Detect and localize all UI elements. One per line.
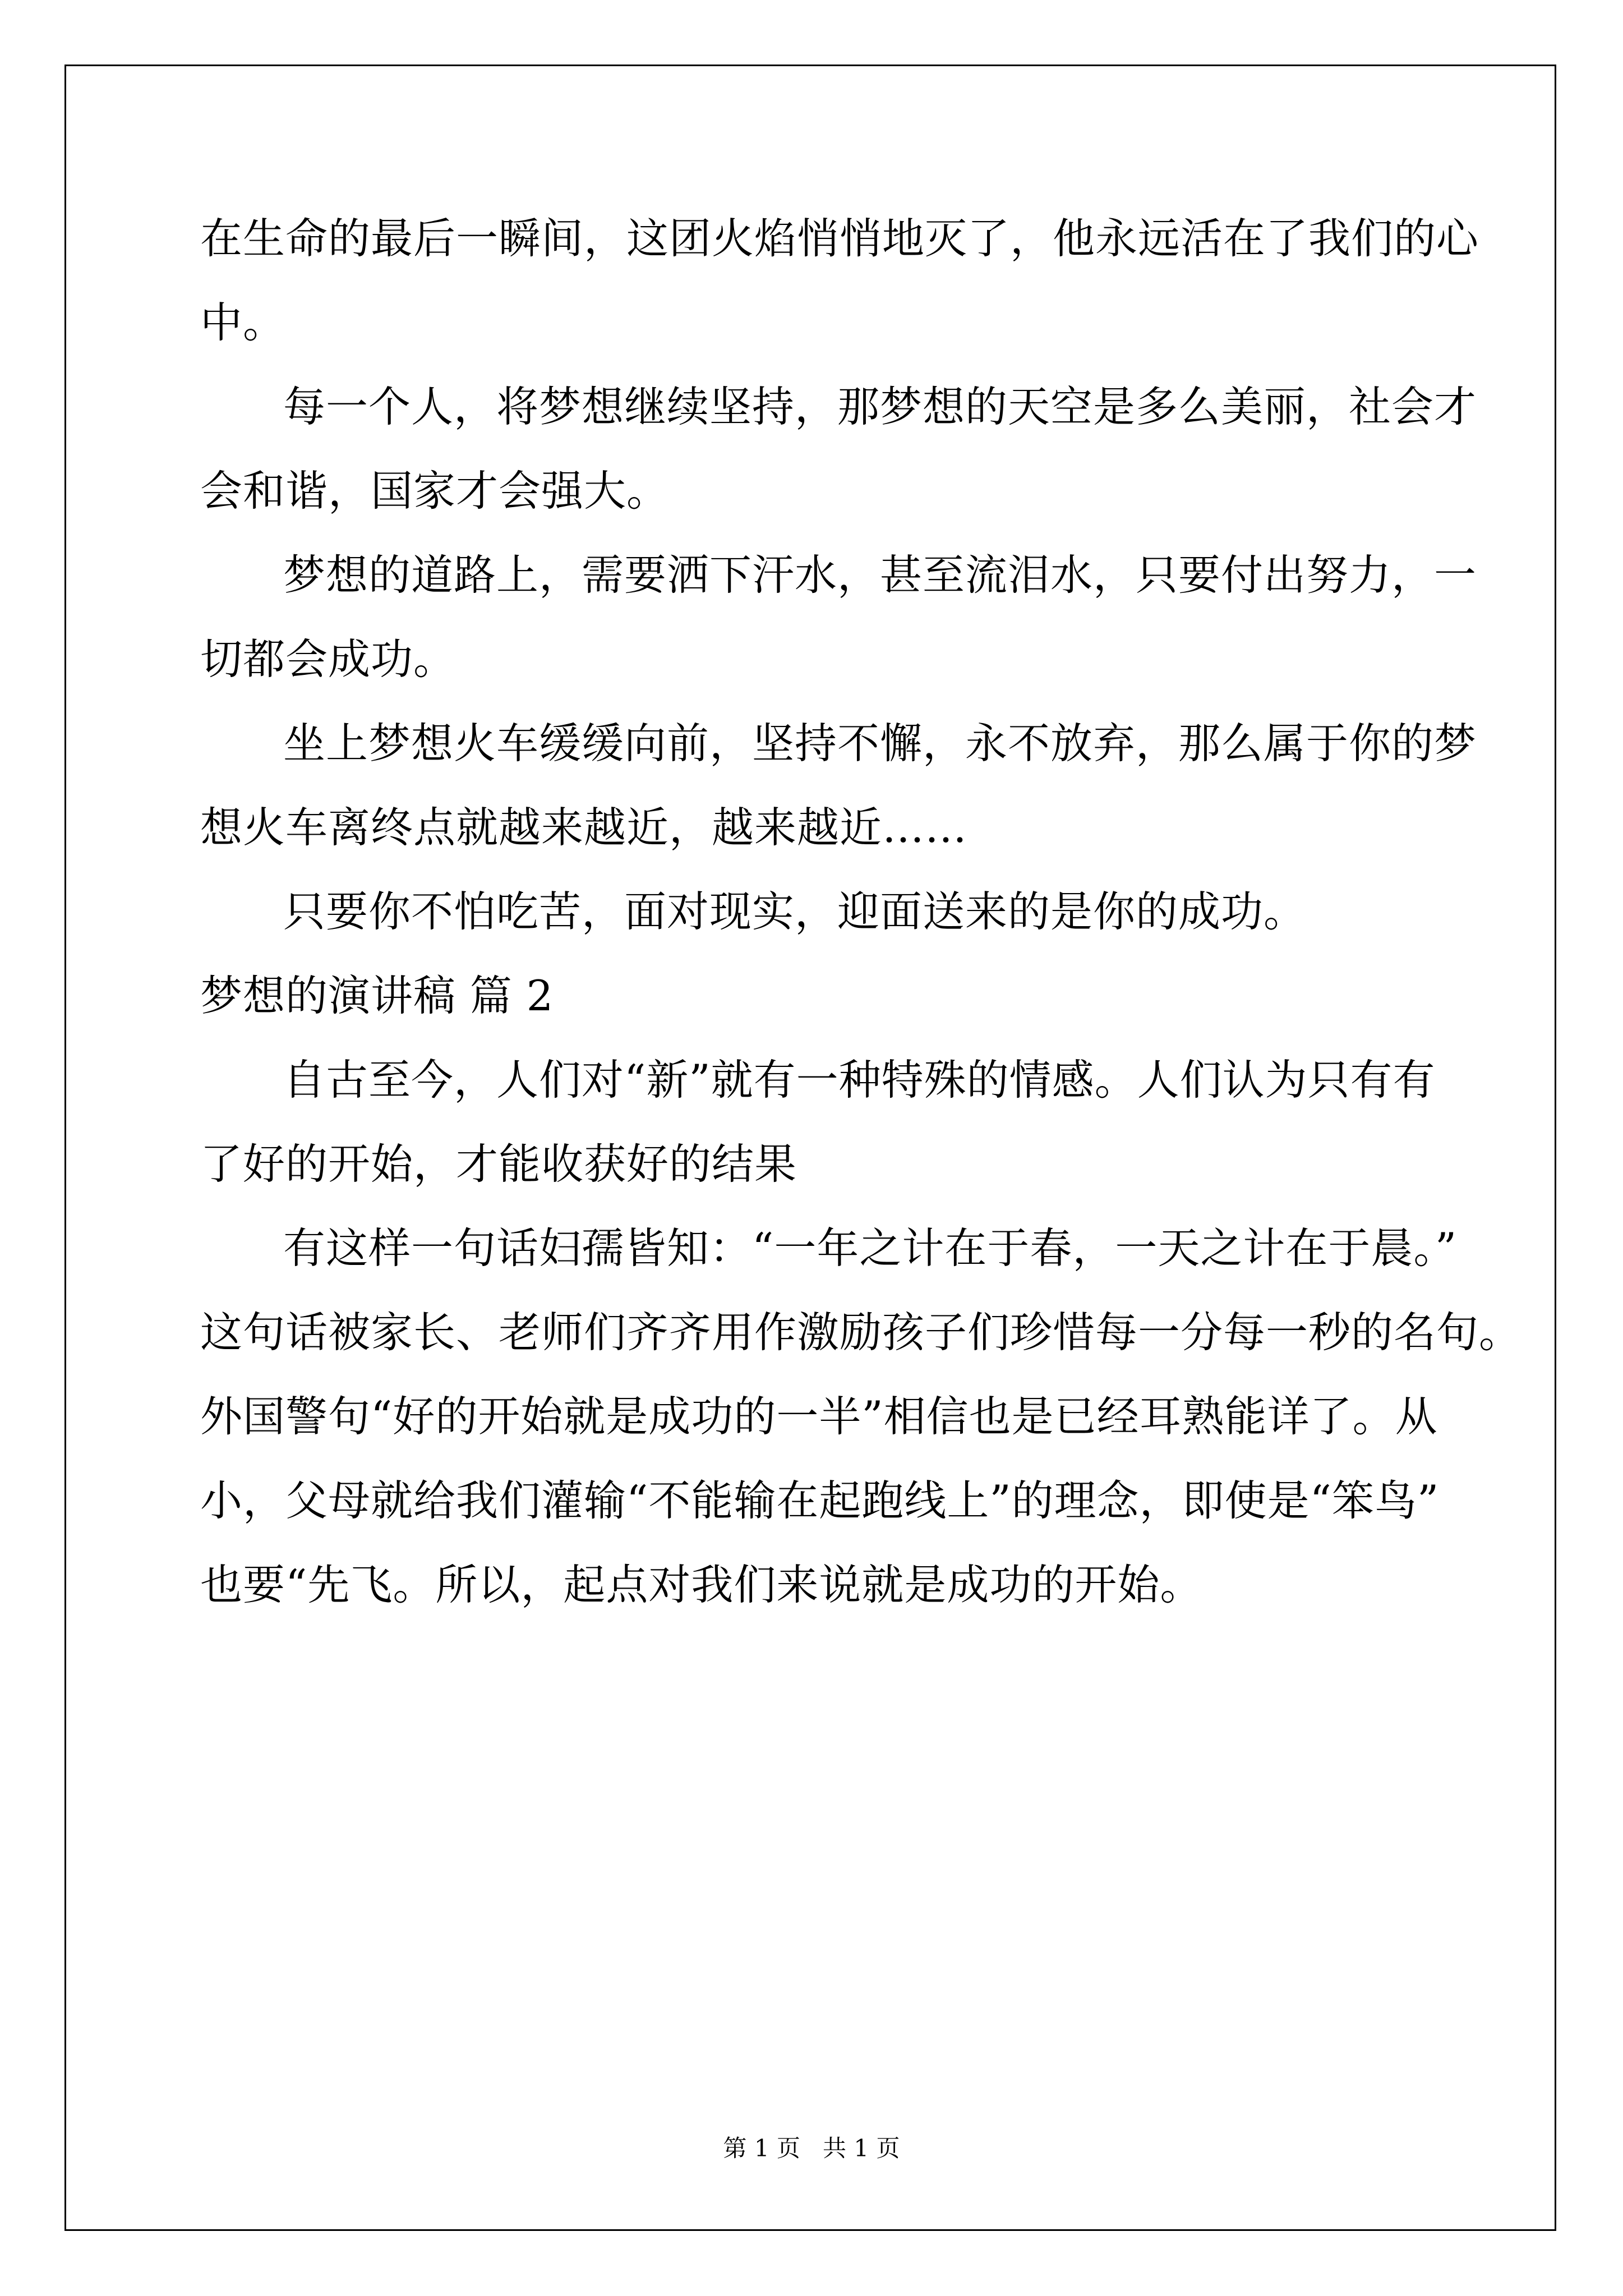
paragraph-line: 中。 — [200, 298, 286, 347]
paragraph-line: 切都会成功。 — [200, 634, 457, 684]
paragraph-line: 自古至今，人们对“新”就有一种特殊的情感。人们认为只有有 — [283, 1055, 1436, 1105]
page-footer: 第 1 页 共 1 页 — [723, 2134, 900, 2162]
paragraph-line: 会和谐，国家才会强大。 — [200, 466, 670, 516]
paragraph-line: 外国警句“好的开始就是成功的一半”相信也是已经耳熟能详了。从 — [200, 1392, 1438, 1441]
section-heading: 梦想的演讲稿 篇 2 — [200, 971, 554, 1020]
paragraph-line: 也要“先飞。所以，起点对我们来说就是成功的开始。 — [200, 1560, 1203, 1609]
paragraph-line: 想火车离终点就越来越近，越来越近…… — [200, 803, 968, 852]
paragraph-line: 了好的开始，才能收获好的结果 — [200, 1139, 797, 1189]
paragraph-line: 小，父母就给我们灌输“不能输在起跑线上”的理念，即使是“笨鸟” — [200, 1476, 1440, 1525]
paragraph-line: 在生命的最后一瞬间，这团火焰悄悄地灭了，他永远活在了我们的心 — [200, 214, 1479, 263]
paragraph-line: 每一个人，将梦想继续坚持，那梦想的天空是多么美丽，社会才 — [283, 382, 1477, 431]
paragraph-line: 坐上梦想火车缓缓向前，坚持不懈，永不放弃，那么属于你的梦 — [283, 719, 1477, 768]
paragraph-line: 梦想的道路上，需要洒下汗水，甚至流泪水，只要付出努力，一 — [283, 550, 1477, 600]
paragraph-line: 只要你不怕吃苦，面对现实，迎面送来的是你的成功。 — [283, 887, 1307, 936]
paragraph-line: 有这样一句话妇孺皆知：“一年之计在于春，一天之计在于晨。” — [283, 1223, 1458, 1273]
paragraph-line: 这句话被家长、老师们齐齐用作激励孩子们珍惜每一分每一秒的名句。 — [200, 1308, 1522, 1357]
